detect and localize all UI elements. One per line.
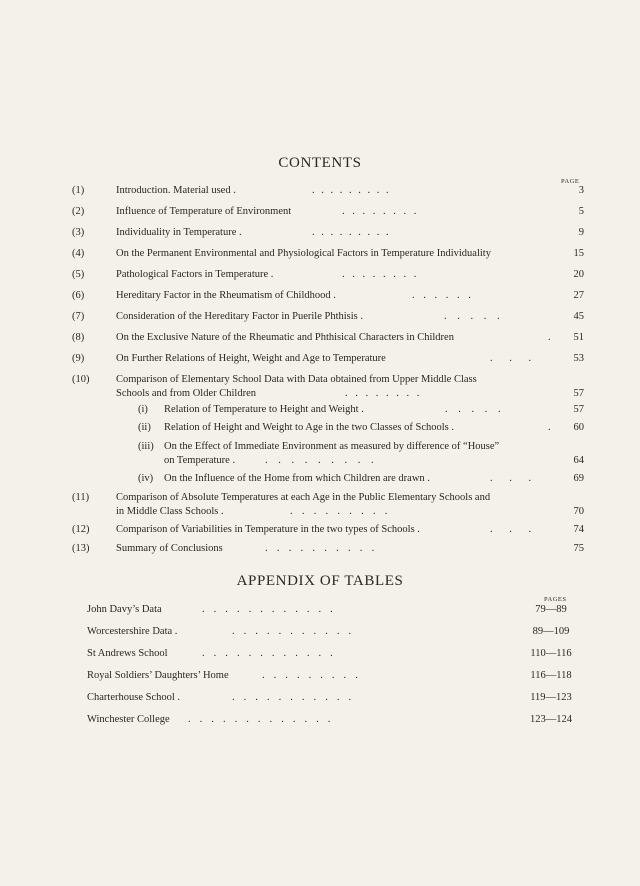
entry-title: Introduction. Material used . xyxy=(116,185,236,196)
entry-page: 3 xyxy=(578,185,584,196)
entry-page: 53 xyxy=(573,353,584,364)
entry-page: 75 xyxy=(573,543,584,554)
leader-dots: . . . . . . . . . xyxy=(262,670,362,681)
appendix-entry-pages: 123—124 xyxy=(530,714,572,725)
entry-number: (7) xyxy=(72,311,85,322)
entry-page: 15 xyxy=(573,248,584,259)
leader-dots: . . . . . xyxy=(444,311,504,322)
entry-title: in Middle Class Schools . xyxy=(116,506,224,517)
subentry-title: Relation of Temperature to Height and Weight . xyxy=(164,404,364,415)
entry-title: Hereditary Factor in the Rheumatism of Childhood . xyxy=(116,290,336,301)
entry-number: (5) xyxy=(72,269,85,280)
leader-dots: . . . . . . . . . . xyxy=(265,543,378,554)
appendix-entry-name: John Davy’s Data xyxy=(87,604,162,615)
entry-number: (12) xyxy=(72,524,90,535)
leader-dots: . . . . . . . . xyxy=(345,388,422,399)
entry-number: (2) xyxy=(72,206,85,217)
leader-dots: . xyxy=(548,422,551,433)
leader-dots: . . . . . . . . . . . . . xyxy=(188,714,334,725)
leader-dots: . . . . . . . . . . . xyxy=(232,692,355,703)
leader-dots: . . . . . . . . . . . xyxy=(232,626,355,637)
entry-title: Individuality in Temperature . xyxy=(116,227,242,238)
entry-page: 27 xyxy=(573,290,584,301)
subentry-page: 64 xyxy=(573,455,584,466)
leader-dots: . . . . . . . . xyxy=(342,206,419,217)
entry-title: Pathological Factors in Temperature . xyxy=(116,269,274,280)
entry-number: (6) xyxy=(72,290,85,301)
entry-title: Schools and from Older Children xyxy=(116,388,256,399)
subentry-title: on Temperature . xyxy=(164,455,236,466)
leader-dots: . . . . . . . . . xyxy=(290,506,391,517)
subentry-number: (ii) xyxy=(138,422,151,433)
subentry-page: 60 xyxy=(573,422,584,433)
entry-page: 9 xyxy=(578,227,584,238)
leader-dots: . . . . . . . . . . . . xyxy=(202,648,336,659)
entry-page: 5 xyxy=(578,206,584,217)
entry-page: 45 xyxy=(573,311,584,322)
entry-title: On Further Relations of Height, Weight and Age to Temperature xyxy=(116,353,386,364)
subentry-title: On the Influence of the Home from which Children are drawn . xyxy=(164,473,430,484)
entry-title: Summary of Conclusions xyxy=(116,543,223,554)
leader-dots: . xyxy=(548,332,551,343)
appendix-entry-pages: 89—109 xyxy=(532,626,570,637)
entry-page: 57 xyxy=(573,388,584,399)
entry-number: (11) xyxy=(72,492,90,503)
appendix-entry-pages: 119—123 xyxy=(530,692,572,703)
entry-number: (9) xyxy=(72,353,85,364)
leader-dots: . . . xyxy=(490,524,539,535)
entry-title: Influence of Temperature of Environment xyxy=(116,206,292,217)
subentry-number: (iv) xyxy=(138,473,154,484)
appendix-entry-pages: 79—89 xyxy=(535,604,567,615)
subentry-title: On the Effect of Immediate Environment as measured by difference of “House” xyxy=(164,441,500,452)
appendix-entry-name: St Andrews School xyxy=(87,648,168,659)
leader-dots: . . . xyxy=(490,473,539,484)
appendix-entry-pages: 116—118 xyxy=(530,670,572,681)
page-column-header: PAGE xyxy=(561,178,580,185)
pages-column-header: PAGES xyxy=(544,596,567,603)
contents-title: CONTENTS xyxy=(278,155,362,171)
appendix-entry-pages: 110—116 xyxy=(530,648,572,659)
entry-page: 74 xyxy=(573,524,584,535)
entry-number: (13) xyxy=(72,543,90,554)
leader-dots: . . . . . . . . . . . . xyxy=(202,604,336,615)
subentry-number: (i) xyxy=(138,404,148,415)
leader-dots: . . . . . . . . . xyxy=(312,185,391,196)
entry-title: On the Permanent Environmental and Physiological Factors in Temperature Individuality xyxy=(116,248,491,259)
entry-title: Comparison of Elementary School Data with Data obtained from Upper Middle Class xyxy=(116,374,477,385)
entry-title: Consideration of the Hereditary Factor in Puerile Phthisis . xyxy=(116,311,363,322)
entry-number: (4) xyxy=(72,248,85,259)
leader-dots: . . . . . . xyxy=(412,290,474,301)
entry-number: (1) xyxy=(72,185,85,196)
subentry-page: 57 xyxy=(573,404,584,415)
entry-number: (3) xyxy=(72,227,85,238)
leader-dots: . . . . . . . . xyxy=(342,269,419,280)
leader-dots: . . . . . . . . . xyxy=(312,227,391,238)
entry-page: 51 xyxy=(573,332,584,343)
leader-dots: . . . xyxy=(490,353,539,364)
entry-title: On the Exclusive Nature of the Rheumatic and Phthisical Characters in Children xyxy=(116,332,454,343)
leader-dots: . . . . . xyxy=(445,404,505,415)
appendix-entry-name: Charterhouse School . xyxy=(87,692,181,703)
entry-number: (10) xyxy=(72,374,90,385)
appendix-entry-name: Royal Soldiers’ Daughters’ Home xyxy=(87,670,229,681)
appendix-entry-name: Winchester College xyxy=(87,714,170,725)
subentry-page: 69 xyxy=(573,473,584,484)
entry-page: 70 xyxy=(573,506,584,517)
appendix-entry-name: Worcestershire Data . xyxy=(87,626,178,637)
leader-dots: . . . . . . . . . xyxy=(265,455,378,466)
appendix-title: APPENDIX OF TABLES xyxy=(236,573,404,589)
entry-title: Comparison of Absolute Temperatures at each Age in the Public Elementary Schools and xyxy=(116,492,491,503)
subentry-title: Relation of Height and Weight to Age in the two Classes of Schools . xyxy=(164,422,455,433)
entry-number: (8) xyxy=(72,332,85,343)
subentry-number: (iii) xyxy=(138,441,154,452)
entry-title: Comparison of Variabilities in Temperature in the two types of Schools . xyxy=(116,524,420,535)
entry-page: 20 xyxy=(573,269,584,280)
